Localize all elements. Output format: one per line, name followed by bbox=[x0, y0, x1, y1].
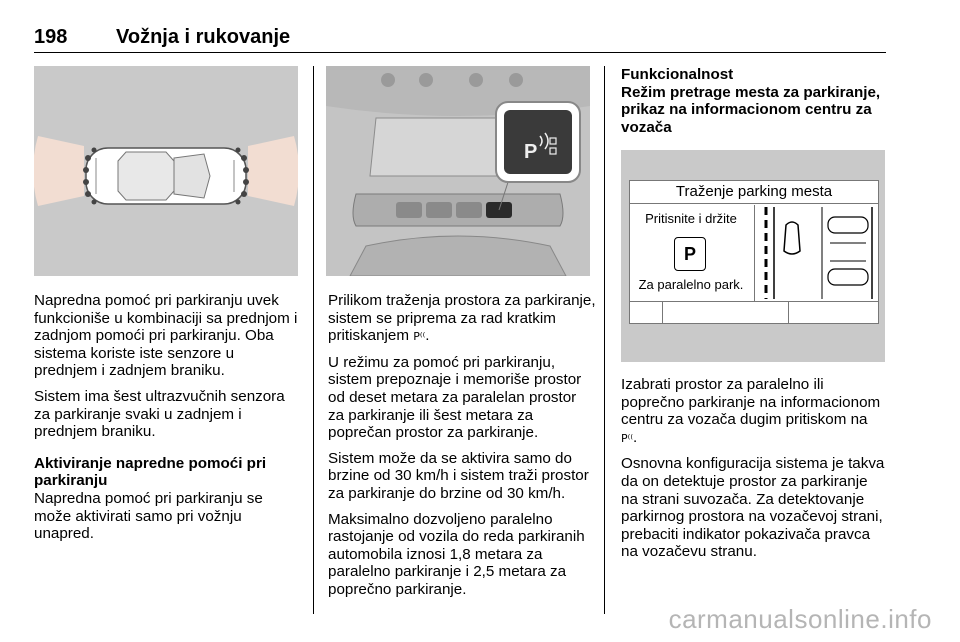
dic-display-figure bbox=[621, 150, 885, 362]
col1-heading: Aktiviranje napredne pomoći pri parkiranju bbox=[34, 454, 267, 490]
col2-paragraph-2: U režimu za pomoć pri parkiranju, sistem prepoznaje i memoriše prostor od deset metara za paralelan prostor za parkiranje ili šest metara za poprečan prostor za parkiranje. bbox=[328, 353, 582, 442]
column-3-headings bbox=[621, 66, 887, 136]
col2-paragraph-3: Sistem može da se aktivira samo do brzine od 30 km/h i sistem traži prostor za parkiranje do brzine od 30 km/h. bbox=[328, 449, 589, 502]
parking-button-icon: P bbox=[674, 237, 706, 271]
column-3 bbox=[621, 376, 887, 569]
col3-paragraph-1-text: Izabrati prostor za paralelno ili poprečno parkiranje na informacionom centru za vozača dugim pritiskom na bbox=[621, 376, 881, 429]
column-2 bbox=[328, 292, 596, 607]
column-1 bbox=[34, 292, 300, 551]
car-sensors-figure bbox=[34, 66, 298, 276]
column-divider-2 bbox=[604, 66, 605, 614]
col3-heading-2: Režim pretrage mesta za parkiranje, prikaz na informacionom centru za vozača bbox=[621, 83, 881, 136]
car-top-view-illustration bbox=[34, 66, 298, 276]
dic-bottom-divider-2 bbox=[788, 301, 789, 323]
page-header bbox=[34, 26, 886, 54]
col2-paragraph-1-text: Prilikom traženja prostora za parkiranje, sistem se priprema za rad kratkim pritiskanjem bbox=[328, 292, 596, 345]
parking-assist-icon-2: P⁽⁽ bbox=[621, 431, 634, 445]
dic-bottom-divider-1 bbox=[662, 301, 663, 323]
parking-assist-icon: P⁽⁽ bbox=[413, 330, 426, 344]
dashboard-console-illustration bbox=[326, 66, 590, 276]
dic-bottom-rule bbox=[630, 301, 878, 302]
chapter-title: Vožnja i rukovanje bbox=[116, 26, 291, 48]
dashboard-button-figure bbox=[326, 66, 590, 276]
dic-screen bbox=[629, 180, 879, 324]
dic-title: Traženje parking mesta bbox=[630, 181, 878, 204]
col2-paragraph-4: Maksimalno dozvoljeno paralelno rastojanje od vozila do reda parkiranih automobila iznosi 1,8 metara za paralelno parkiranje i 2,5 metara za poprečno parkiranje. bbox=[328, 510, 585, 598]
dic-instruction: Pritisnite i držite bbox=[645, 211, 737, 226]
col2-paragraph-1-end: . bbox=[425, 327, 430, 345]
column-divider-1 bbox=[313, 66, 314, 614]
header-rule bbox=[34, 52, 886, 53]
parking-space-graphic bbox=[756, 205, 876, 301]
col3-heading-1: Funkcionalnost bbox=[621, 66, 734, 83]
watermark: carmanualsonline.info bbox=[668, 604, 932, 634]
dic-vertical-divider bbox=[754, 205, 755, 301]
col3-paragraph-2: Osnovna konfiguracija sistema je takva da on detektuje prostor za parkiranje na strani suvozača. Za detektovanje parkirnog prostora na vozačevoj strani, prebaciti indikator pokazivača pravca na vozačevu stranu. bbox=[621, 455, 885, 561]
col1-paragraph-3: Napredna pomoć pri parkiranju se može aktivirati samo pri vožnju unapred. bbox=[34, 489, 263, 543]
col1-paragraph-1: Napredna pomoć pri parkiranju uvek funkcioniše u kombinaciji sa prednjom i zadnjom pomoći pri parkiranju. Oba sistema koriste iste senzore u prednjem i zadnjem braniku. bbox=[34, 292, 298, 380]
col1-paragraph-2: Sistem ima šest ultrazvučnih senzora za parkiranje svaki u zadnjem i prednjem braniku. bbox=[34, 387, 285, 441]
page-number: 198 bbox=[34, 26, 68, 48]
col3-paragraph-1 bbox=[621, 376, 887, 447]
dic-mode: Za paralelno park. bbox=[638, 277, 744, 292]
col3-paragraph-1-end: . bbox=[633, 428, 638, 446]
svg-text:P: P bbox=[524, 141, 538, 163]
col2-paragraph-1 bbox=[328, 292, 596, 346]
